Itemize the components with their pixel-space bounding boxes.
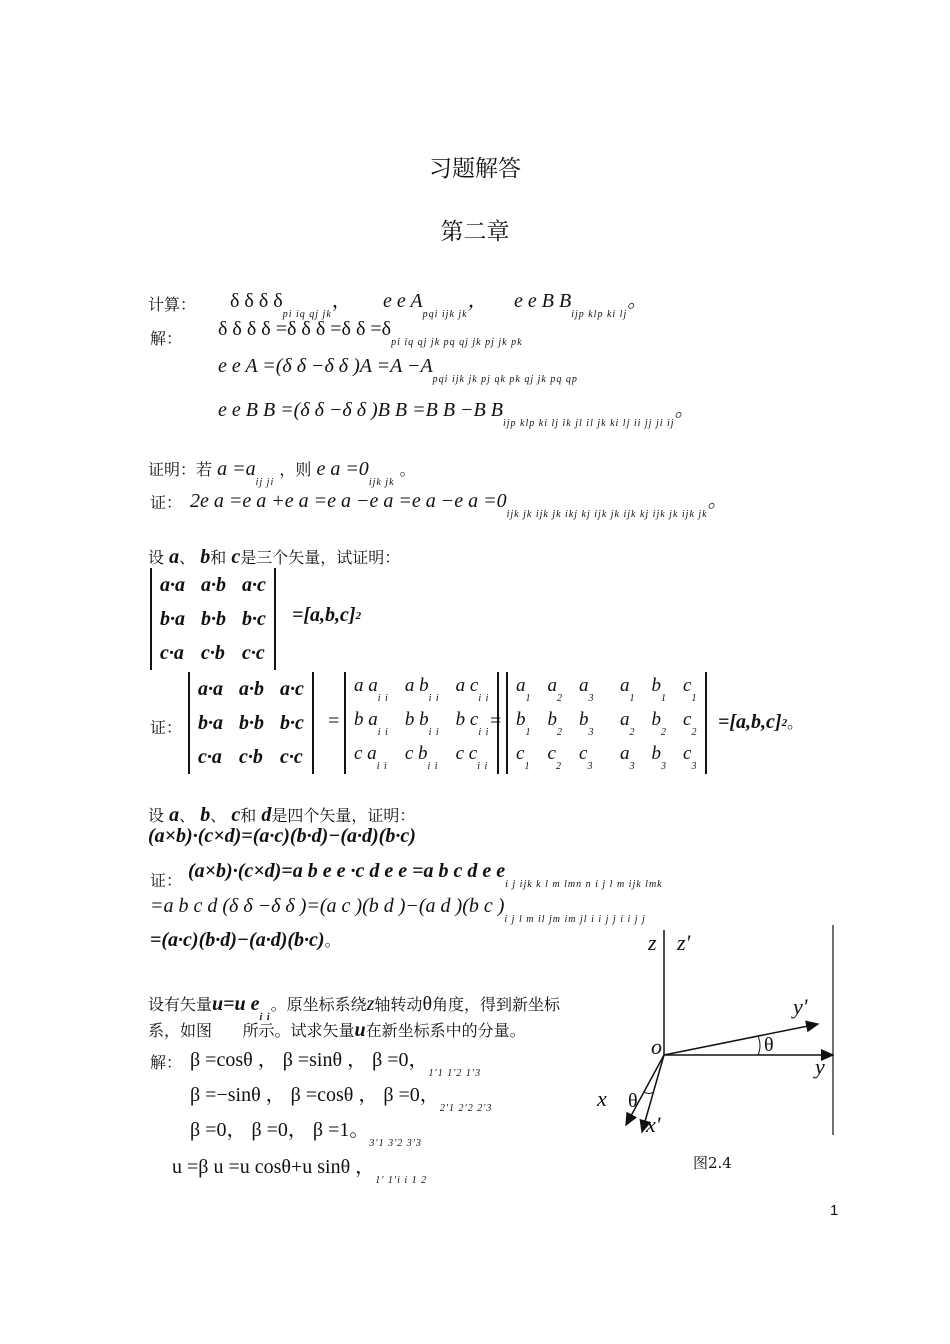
p4-statement: 设 a、 b、 c和 d是四个矢量，证明： [148,804,416,826]
p1-line3: e e B B =(δ δ −δ δ )B B =B B −B $B_{ijp klp ki lj ik jl il jk ki lj ii jj ji ij}$。 [218,399,695,429]
determinant-left-factor: $a_1$ $a_2$ $a_3$ $b_1$ $b_2$ $b_3$ $c_1$ $c_2$ $c_3$ [506,672,603,774]
p1-line1: δ δ δ δ =δ δ δ =δ $\delta =\delta_{pi iq qj jk pq qj jk pj jk pk}$ [218,318,523,348]
p4-proof-2: =a b c d (δ δ −δ δ )=(a c )(b d )−(a d )(b c )$_{i j l m il jm im jl i i j j i i j j}$ [150,895,646,925]
theta-label-x: θ [628,1090,638,1112]
p5-solution-label: 解： [150,1053,183,1072]
page-number: 1 [830,1202,839,1219]
p4-proof-3: =(a·c)(b·d)−(a·d)(b·c)。 [150,929,341,951]
p5-row3: β =0， β =0， β =1。$_{3'1 3'2 3'3}$ [190,1119,422,1149]
determinant-dot: a·a a·b a·c b·a b·b b·c c·a c·b c·c [188,672,314,774]
solution-label: 解： [150,329,183,348]
x-prime-label: x' [646,1112,661,1137]
p1-expr1: δ δ δ $\delta_{pi iq qj jk}$， [230,290,352,320]
p5-row1: β =cosθ ， β =sinθ ， β =0，$_{1'1 1'2 1'3}$ [190,1049,482,1079]
eq-2: = [490,710,502,732]
coordinate-rotation-figure [590,920,850,1150]
p5-line1: 设有矢量u=u $e_{i i}$。原坐标系绕z轴转动θ角度，得到新坐标 [148,993,561,1023]
figure-caption: 图2.4 [693,1154,732,1172]
z-prime-label: z' [677,930,691,955]
calc-label: 计算： [148,295,197,314]
p2-statement: 证明：若 $a =a_{ij ji}$ ，则 e $a =0_{ijk jk}$ 。 [148,458,416,488]
p3-statement: 设 a、 b和 c是三个矢量，试证明： [148,546,401,568]
p1-expr3: e e B $B_{ijp klp ki lj}$。 [514,290,648,320]
p2-proof-label: 证： [150,493,183,512]
p2-proof: 2e a =e a +e a =e a −e a =e a −e $a =0_{ijk jk ijk jk ikj kj ijk jk ijk kj ijk jk ijk jk}$。 [190,490,728,520]
eq-1: = [328,710,340,732]
p4-identity: (a×b)·(c×d)=(a·c)(b·d)−(a·d)(b·c) [148,825,416,847]
p3-proof-rhs: =[a,b,c]2。 [718,711,804,733]
determinant-right-factor: $a_1$ $b_1$ $c_1$ $a_2$ $b_2$ $c_2$ $a_3$ $b_3$ $c_3$ [612,672,707,774]
theta-arc-x [644,1092,654,1094]
p1-line2: e e A =(δ δ −δ δ )$A =A -A_{pqi ijk jk pj qk pk qj jk pq qp}$ [218,355,578,385]
p5-row2: β =−sinθ ， β =cosθ ， β =0，$_{2'1 2'2 2'3}$ [190,1084,493,1114]
p3-proof-label: 证： [150,718,183,737]
determinant-components: a $a_{i i}$ a $b_{i i}$ a $c_{i i}$ b $a_{i i}$ b $b_{i i}$ b $c_{i i}$ c $a_{i i}$ c $b_{i i}$ c $c_{i i}$ [344,672,499,774]
p5-row4: u =β u =u cosθ+u sinθ ，$_{1' 1'i i 1 2}$ [172,1156,428,1186]
y-prime-axis [664,1024,818,1055]
chapter-title: 第二章 [440,219,510,245]
page-title: 习题解答 [429,156,521,182]
determinant-gram: a·a a·b a·c b·a b·b b·c c·a c·b c·c [150,568,276,670]
y-prime-label: y' [793,994,808,1019]
x-label: x [597,1086,607,1111]
origin-label: o [651,1034,662,1059]
p4-proof-label: 证： [150,871,183,890]
theta-arc-y [758,1036,760,1055]
p3-rhs: =[a,b,c]2 [292,604,362,626]
theta-label-y: θ [764,1034,774,1056]
p1-expr2: e e $A_{pqi ijk jk}$， [383,290,488,320]
p4-proof-1: (a×b)·(c×d)=a b e e ·c d e e =a b c d e $e_{i j ijk k l m lmn n i j l m ijk lmk}$ [188,860,663,890]
p5-line2: 系，如图 所示。试求矢量u在新坐标系中的分量。 [148,1019,526,1041]
z-label: z [648,930,657,955]
y-label: y [815,1054,825,1079]
